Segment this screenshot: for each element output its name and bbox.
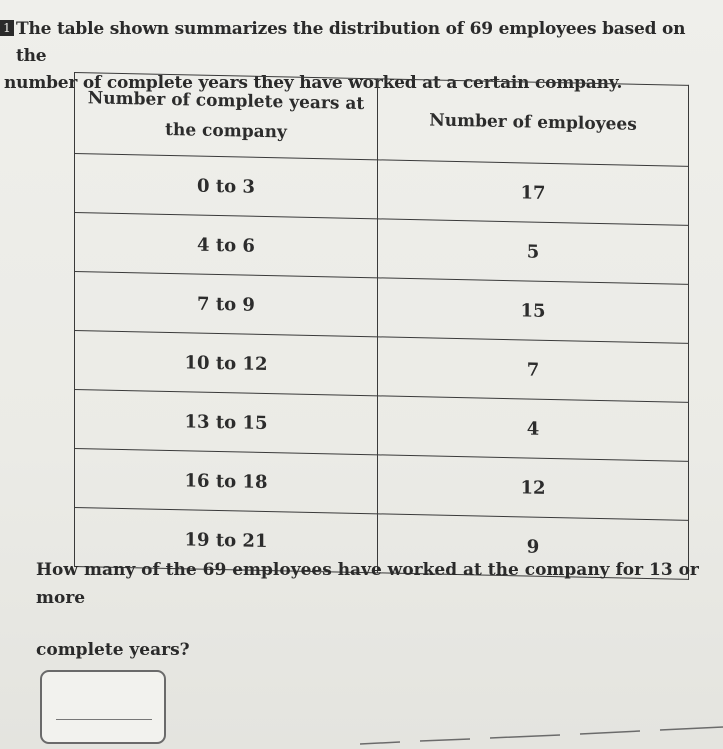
cell-years: 19 to 21 [75,508,378,573]
answer-underline [56,719,152,720]
header-years [75,73,378,160]
intro-line-1: The table shown summarizes the distribution of 69 employees based on the [16,19,686,66]
cell-employees: 12 [378,455,689,521]
page-edge-lines [360,718,723,749]
cell-employees: 9 [378,514,689,580]
intro-line-2: number of complete years they have worked at a certain company. [4,73,623,93]
header-years-line-1: Number of complete years at [87,88,365,115]
cell-years: 0 to 3 [75,154,378,219]
cell-years: 16 to 18 [75,449,378,514]
answer-input-box[interactable] [40,670,166,744]
cell-employees: 5 [378,219,689,285]
cell-employees: 7 [378,337,689,403]
cell-employees: 15 [378,278,689,344]
header-employees: Number of employees [378,79,689,167]
question-marker: 1 [0,20,14,36]
header-years-line-2: the company [165,119,287,143]
employee-years-table [74,72,689,580]
cell-years: 13 to 15 [75,390,378,455]
cell-years: 4 to 6 [75,213,378,278]
question-prompt [36,556,723,664]
cell-years: 10 to 12 [75,331,378,396]
cell-employees: 4 [378,396,689,462]
cell-years: 7 to 9 [75,272,378,337]
prompt-line-1: How many of the 69 employees have worked at the company for 13 or more [36,560,699,608]
prompt-line-2: complete years? [36,640,190,660]
data-table-wrapper [74,72,689,573]
table-header-row [75,73,689,167]
cell-employees: 17 [378,160,689,226]
